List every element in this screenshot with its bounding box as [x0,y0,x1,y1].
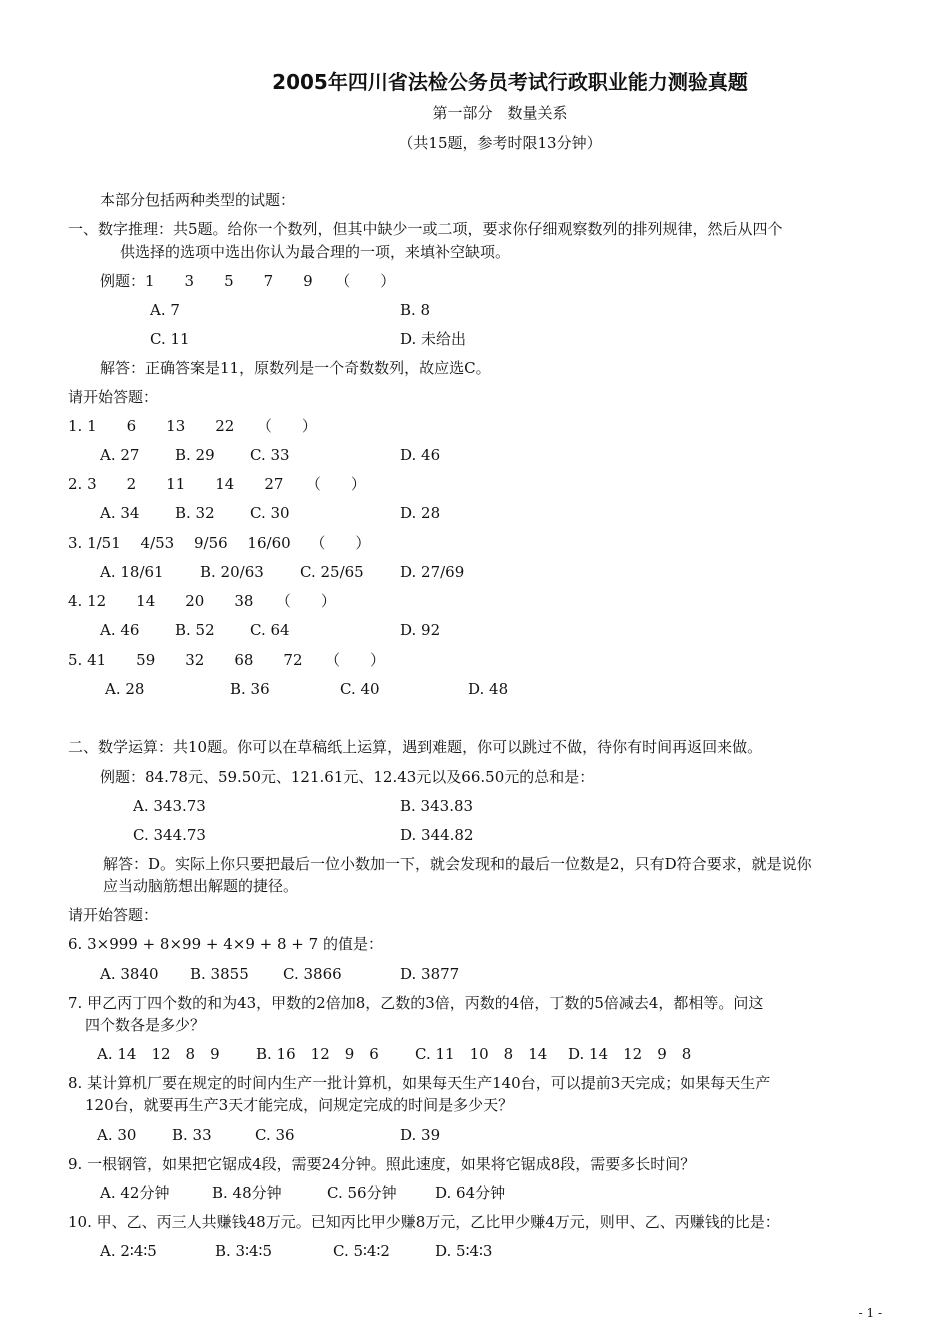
q5-option-b: B. 36 [230,680,270,698]
q3-stem: 3. 1/51 4/53 9/56 16/60 （ ） [68,534,371,552]
q1-option-d: D. 46 [400,446,441,464]
q9-stem: 9. 一根钢管，如果把它锯成4段，需要24分钟。照此速度，如果将它锯成8段，需要多长时间？ [68,1155,696,1173]
q6-option-b: B. 3855 [190,965,249,983]
q4-option-d: D. 92 [400,621,441,639]
q2-option-c: C. 30 [250,504,290,522]
intro-text: 本部分包括两种类型的试题： [100,191,296,209]
q5-option-d: D. 48 [468,680,509,698]
q10-option-d: D. 5∶4∶3 [435,1242,493,1260]
document-title: 2005年四川省法检公务员考试行政职业能力测验真题 [272,70,748,94]
section2-option-d: D. 344.82 [400,826,474,844]
q1-option-c: C. 33 [250,446,290,464]
section2-desc: 二、数学运算：共10题。你可以在草稿纸上运算，遇到难题，你可以跳过不做，待你有时间再返回来做。 [68,738,763,756]
q7-option-c: C. 11 10 8 14 [415,1045,548,1063]
section2-start: 请开始答题： [68,906,159,924]
q5-option-c: C. 40 [340,680,380,698]
q2-stem: 2. 3 2 11 14 27 （ ） [68,475,366,493]
q7-option-b: B. 16 12 9 6 [256,1045,379,1063]
q10-option-a: A. 2∶4∶5 [100,1242,157,1260]
q5-stem: 5. 41 59 32 68 72 （ ） [68,651,386,669]
q8-option-d: D. 39 [400,1126,441,1144]
q10-option-b: B. 3∶4∶5 [215,1242,272,1260]
section1-desc-line2: 供选择的选项中选出你认为最合理的一项，来填补空缺项。 [120,243,511,261]
q2-option-b: B. 32 [175,504,215,522]
q6-stem: 6. 3×999 + 8×99 + 4×9 + 8 + 7 的值是： [68,935,383,953]
q7-stem-line1: 7. 甲乙丙丁四个数的和为43，甲数的2倍加8，乙数的3倍，丙数的4倍，丁数的5倍减去4，都相等。问这 [68,994,764,1012]
section1-option-c: C. 11 [150,330,190,348]
part-heading: 第一部分 数量关系 [432,104,568,122]
q3-option-d: D. 27/69 [400,563,465,581]
q10-stem: 10. 甲、乙、丙三人共赚钱48万元。已知丙比甲少赚8万元，乙比甲少赚4万元，则甲、乙、丙赚钱的比是： [68,1213,780,1231]
time-note: （共15题，参考时限13分钟） [398,134,602,152]
q4-option-c: C. 64 [250,621,290,639]
q9-option-b: B. 48分钟 [212,1184,282,1202]
q6-option-d: D. 3877 [400,965,460,983]
section2-answer-line1: 解答：D。实际上你只要把最后一位小数加一下，就会发现和的最后一位数是2，只有D符合要求，就是说你 [103,855,812,873]
section1-desc-line1: 一、数字推理：共5题。给你一个数列，但其中缺少一或二项，要求你仔细观察数列的排列规律，然后从四个 [68,220,783,238]
q6-option-a: A. 3840 [100,965,159,983]
section1-example: 例题：1 3 5 7 9 （ ） [100,272,396,290]
q9-option-a: A. 42分钟 [100,1184,170,1202]
q1-option-a: A. 27 [100,446,140,464]
q9-option-d: D. 64分钟 [435,1184,506,1202]
q8-option-a: A. 30 [97,1126,137,1144]
q8-stem-line2: 120台，就要再生产3天才能完成，问规定完成的时间是多少天？ [85,1096,514,1114]
q8-option-b: B. 33 [172,1126,212,1144]
section1-option-d: D. 未给出 [400,330,467,348]
q5-option-a: A. 28 [105,680,145,698]
section2-option-a: A. 343.73 [133,797,206,815]
section1-option-b: B. 8 [400,301,431,319]
page-number: - 1 - [858,1306,882,1320]
section2-option-b: B. 343.83 [400,797,474,815]
q8-stem-line1: 8. 某计算机厂要在规定的时间内生产一批计算机，如果每天生产140台，可以提前3天完成；如果每天生产 [68,1074,771,1092]
section1-answer: 解答：正确答案是11，原数列是一个奇数数列，故应选C。 [100,359,491,377]
q7-option-d: D. 14 12 9 8 [568,1045,692,1063]
q7-stem-line2: 四个数各是多少？ [85,1016,206,1034]
q3-option-c: C. 25/65 [300,563,364,581]
section2-option-c: C. 344.73 [133,826,206,844]
q6-option-c: C. 3866 [283,965,342,983]
section2-example: 例题：84.78元、59.50元、121.61元、12.43元以及66.50元的总和是： [100,768,595,786]
q4-stem: 4. 12 14 20 38 （ ） [68,592,336,610]
q1-option-b: B. 29 [175,446,215,464]
section2-answer-line2: 应当动脑筋想出解题的捷径。 [103,877,299,895]
q2-option-d: D. 28 [400,504,441,522]
q10-option-c: C. 5∶4∶2 [333,1242,390,1260]
q9-option-c: C. 56分钟 [327,1184,397,1202]
q3-option-a: A. 18/61 [100,563,164,581]
section1-option-a: A. 7 [150,301,180,319]
q4-option-b: B. 52 [175,621,215,639]
q2-option-a: A. 34 [100,504,140,522]
section1-start: 请开始答题： [68,388,159,406]
q4-option-a: A. 46 [100,621,140,639]
q3-option-b: B. 20/63 [200,563,264,581]
q7-option-a: A. 14 12 8 9 [97,1045,220,1063]
q8-option-c: C. 36 [255,1126,295,1144]
q1-stem: 1. 1 6 13 22 （ ） [68,417,317,435]
